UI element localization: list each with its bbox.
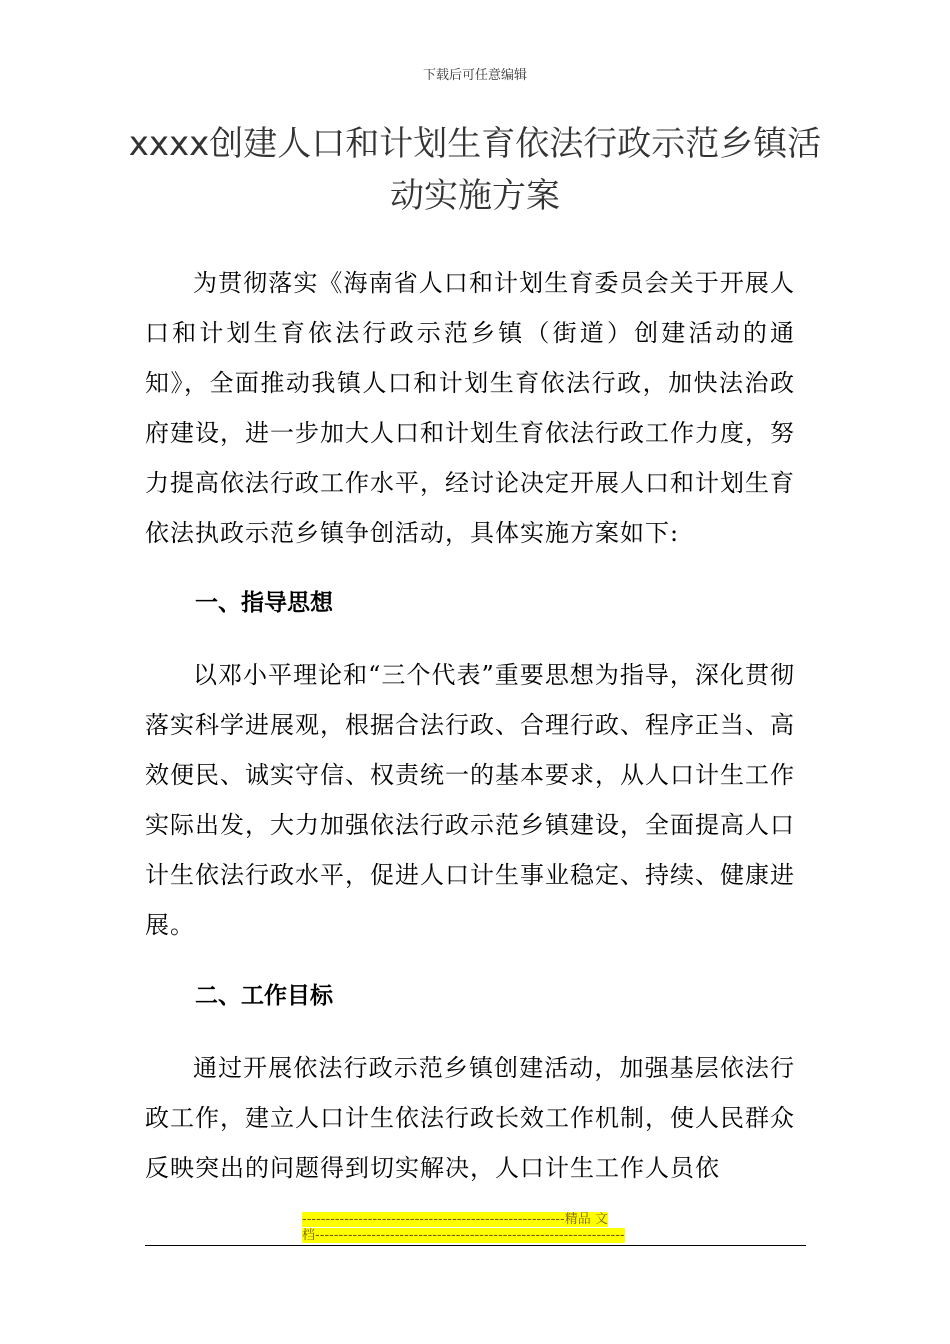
section-heading-work-goals: 二、工作目标 [195,983,333,1009]
footer-watermark-text-2: 档------------------------------------------------------------------ [302,1228,625,1243]
footer-watermark-line-1 [302,1212,648,1227]
footer-watermark-text-1: --------------------------------------------------------精品 文 [302,1212,608,1227]
work-goals-paragraph: 通过开展依法行政示范乡镇创建活动，加强基层依法行政工作，建立人口计生依法行政长效工作机制，使人民群众反映突出的问题得到切实解决，人口计生工作人员依 [145,1054,795,1182]
document-title: xxxx创建人口和计划生育依法行政示范乡镇活动实施方案 [128,124,822,216]
footer-watermark-line-2 [302,1228,648,1243]
footer-divider [145,1245,806,1246]
page-header-note: 下载后可任意编辑 [422,68,527,83]
intro-paragraph: 为贯彻落实《海南省人口和计划生育委员会关于开展人口和计划生育依法行政示范乡镇（街道）创建活动的通知》，全面推动我镇人口和计划生育依法行政，加快法治政府建设，进一步加大人口和计划生育依法行政工作力度，努力提高依法行政工作水平，经讨论决定开展人口和计划生育依法执政示范乡镇争创活动，具体实施方案如下: [145,269,795,547]
section-heading-guiding-thought: 一、指导思想 [195,590,333,616]
guiding-thought-paragraph: 以邓小平理论和“三个代表”重要思想为指导，深化贯彻落实科学进展观，根据合法行政、合理行政、程序正当、高效便民、诚实守信、权责统一的基本要求，从人口计生工作实际出发，大力加强依法行政示范乡镇建设，全面提高人口计生依法行政水平，促进人口计生事业稳定、持续、健康进展。 [145,661,795,939]
